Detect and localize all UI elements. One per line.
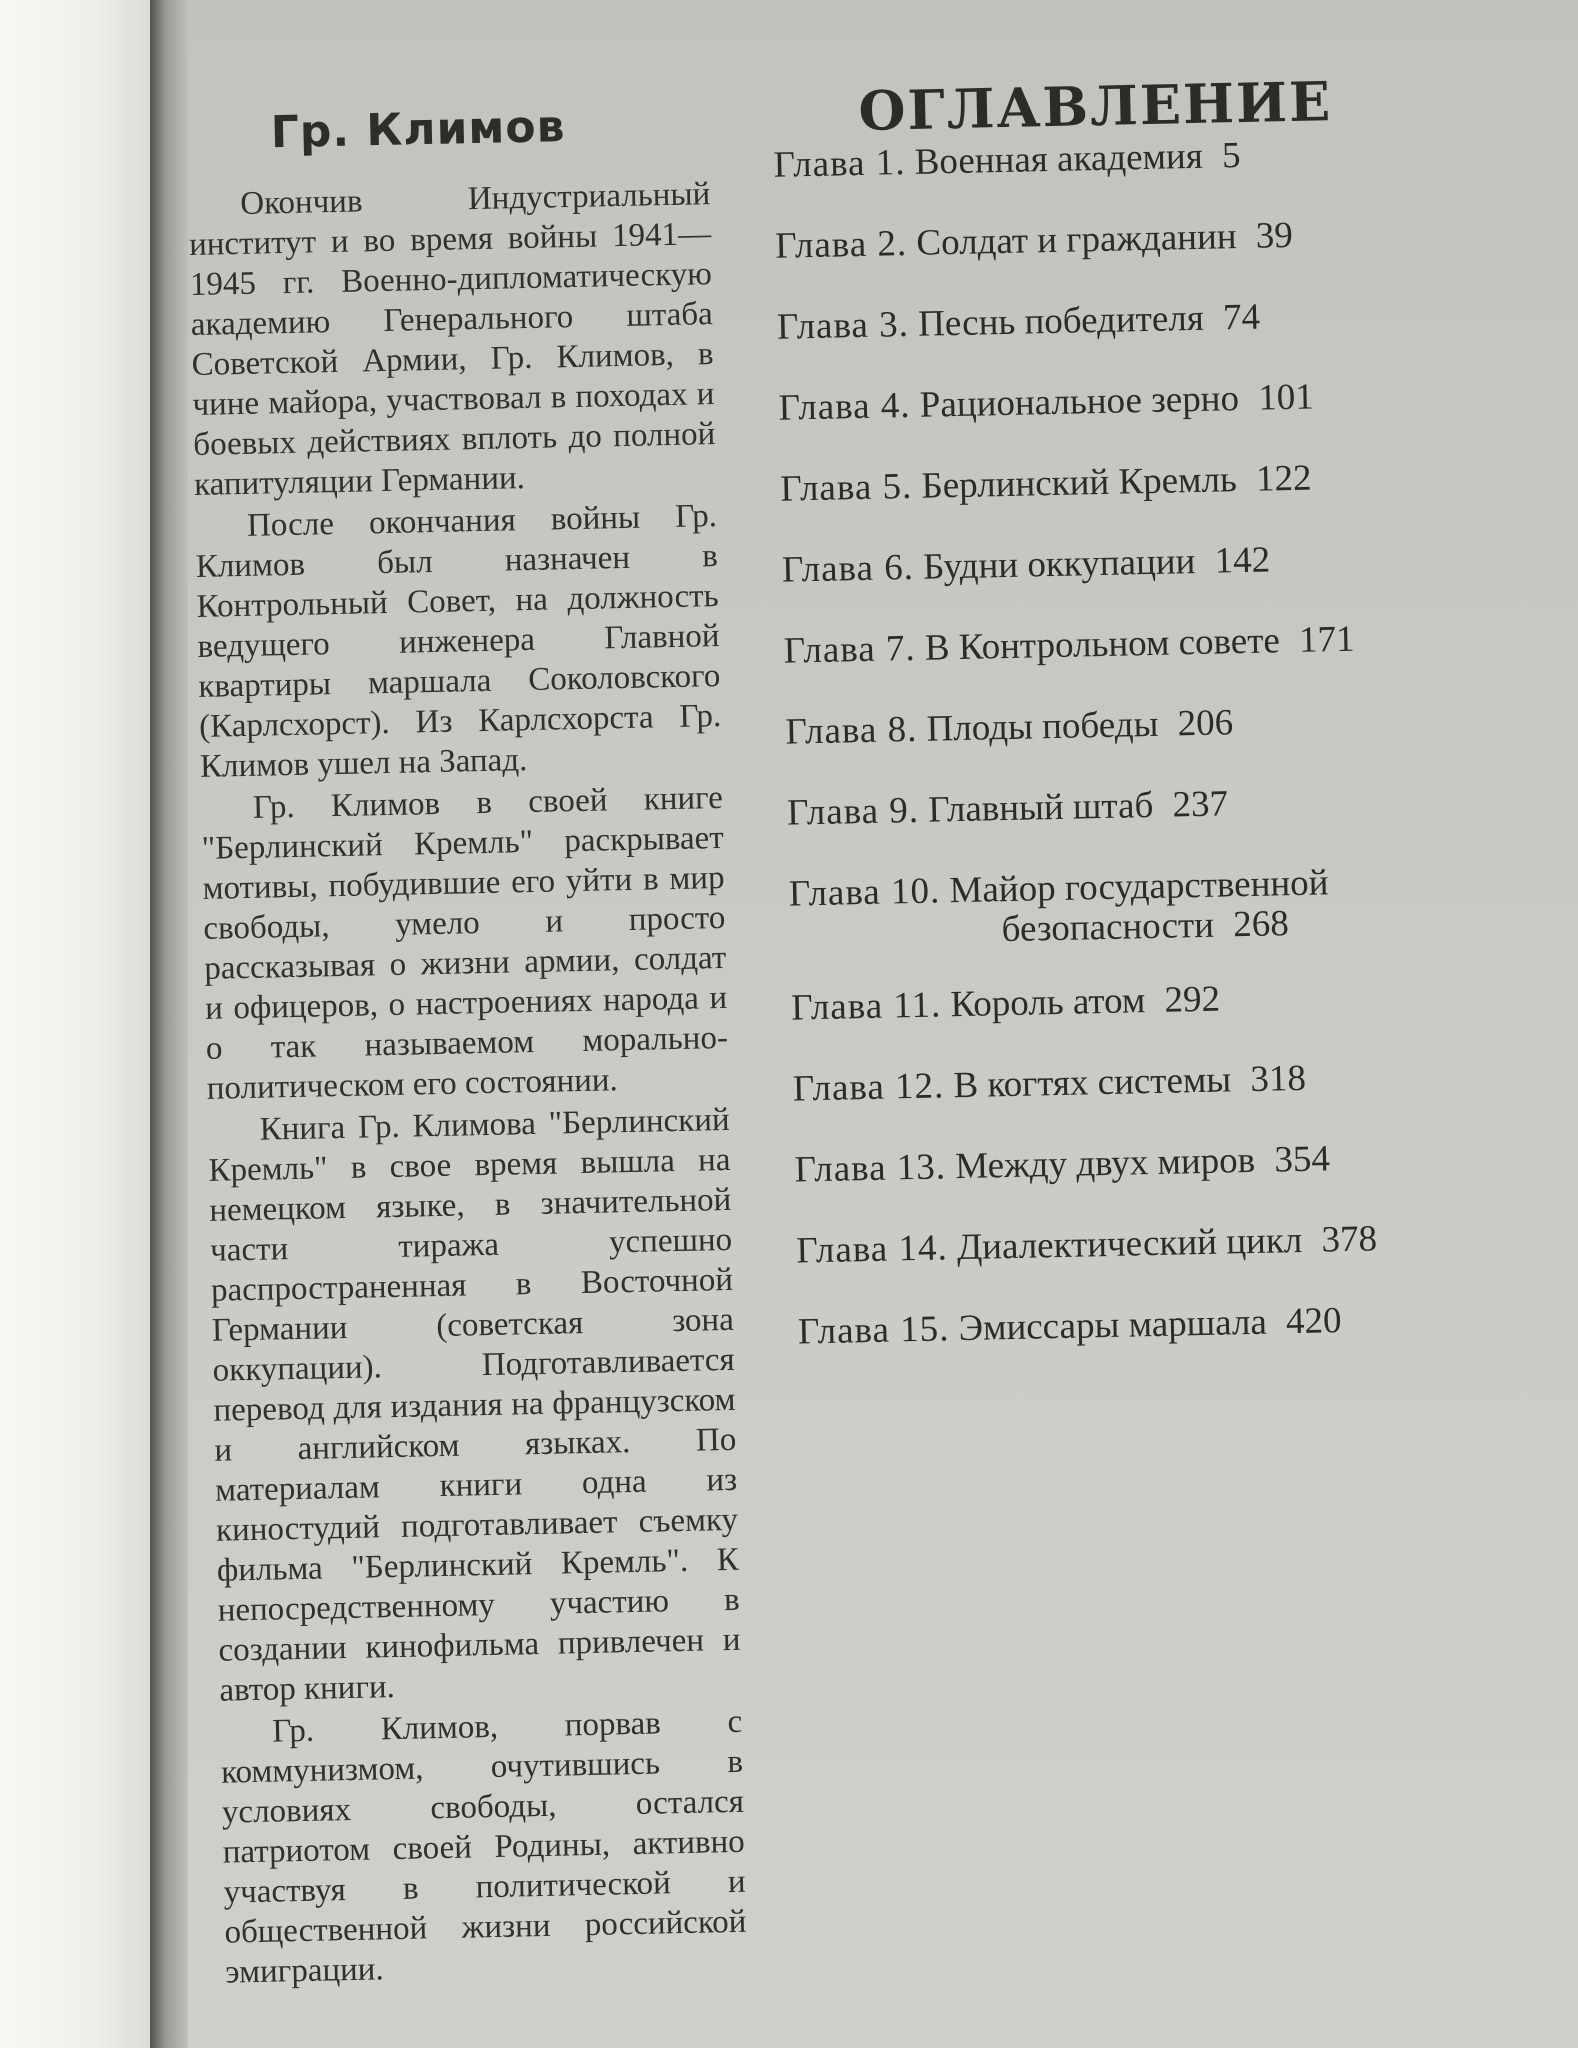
author-biography: [188, 174, 748, 1995]
toc-chapter-label: Глава 1.: [773, 142, 906, 186]
toc-chapter-title: Рациональное зерно: [919, 378, 1240, 426]
toc-chapter-title-cont: безопасности: [1001, 904, 1215, 951]
toc-entry: [782, 536, 1504, 632]
toc-page-number: 354: [1273, 1138, 1331, 1181]
toc-chapter-label: Глава 8.: [785, 708, 918, 753]
toc-chapter-label: Глава 14.: [795, 1227, 949, 1272]
toc-page-number: 142: [1214, 539, 1271, 582]
toc-entry: [778, 374, 1500, 470]
toc-page-number: 378: [1321, 1218, 1378, 1261]
book-gutter: [150, 0, 192, 2048]
bio-paragraph-3: Гр. Климов в своей книге "Берлинский Кремль" раскрывает мотивы, побудившие его уйти в мир свободы, умело и просто рассказывая о жизни армии, солдат и офицеров, о настроениях народа и о так называемом морально-политическом его состоянии.: [201, 779, 729, 1107]
toc-page-number: 420: [1285, 1300, 1342, 1343]
bio-paragraph-2: После окончания войны Гр. Климов был назначен в Контрольный Совет, на должность ведущего инженера Главной квартиры маршала Соколовского (Карлсхорст). Из Карлсхорста Гр. Климов ушел на Запад.: [195, 498, 722, 785]
table-of-contents-title: ОГЛАВЛЕНИЕ: [857, 68, 1333, 143]
toc-page-number: 5: [1221, 134, 1241, 177]
toc-entry: [793, 1054, 1515, 1150]
toc-chapter-title: Диалектический цикл: [956, 1219, 1303, 1269]
toc-chapter-label: Глава 12.: [792, 1065, 945, 1110]
table-of-contents: [773, 131, 1519, 1394]
toc-page-number: 39: [1255, 214, 1294, 257]
toc-page-number: 171: [1298, 618, 1355, 661]
toc-entry: [783, 617, 1505, 713]
page-content: [188, 0, 1578, 2048]
toc-page-number: 122: [1255, 457, 1312, 500]
toc-chapter-label: Глава 7.: [783, 627, 917, 672]
author-heading: Гр. Климов: [270, 101, 566, 159]
book-page: [188, 0, 1578, 2048]
toc-chapter-title: Король атом: [950, 980, 1146, 1026]
toc-entry: [785, 698, 1507, 794]
toc-chapter-title: Эмиссары маршала: [958, 1301, 1268, 1350]
toc-page-number: 268: [1232, 903, 1290, 946]
toc-chapter-title: Плоды победы: [926, 703, 1159, 750]
toc-page-number: 292: [1164, 978, 1221, 1021]
toc-chapter-label: Глава 5.: [779, 465, 913, 510]
toc-entry: [773, 131, 1495, 227]
bio-paragraph-1: Окончив Индустриальный институт и во время войны 1941—1945 гг. Военно-дипломатическую академию Генерального штаба Советской Армии, Гр. Климов, в чине майора, участвовал в походах и боевых действиях вплоть до полной капитуляции Германии.: [188, 176, 716, 503]
toc-page-number: 206: [1177, 702, 1234, 745]
toc-chapter-label: Глава 4.: [778, 384, 911, 429]
toc-entry: [780, 455, 1502, 551]
toc-entry: [777, 293, 1499, 389]
toc-entry: [798, 1297, 1520, 1393]
toc-page-number: 237: [1172, 783, 1229, 826]
toc-chapter-title: Солдат и гражданин: [915, 216, 1238, 264]
toc-chapter-title: Военная академия: [914, 135, 1204, 183]
toc-chapter-label: Глава 13.: [794, 1146, 947, 1191]
toc-chapter-title: Песнь победителя: [917, 297, 1205, 345]
left-page-edge: [0, 0, 158, 2048]
toc-chapter-title: В когтях системы: [953, 1059, 1232, 1107]
toc-chapter-label: Глава 15.: [797, 1308, 950, 1353]
toc-entry: [787, 779, 1509, 875]
toc-chapter-label: Глава 3.: [776, 303, 910, 348]
bio-paragraph-5: Гр. Климов, порвав с коммунизмом, очутившись в условиях свободы, остался патриотом своей Родины, активно участвуя в политической и общественной жизни российской эмиграции.: [220, 1703, 747, 1991]
toc-chapter-title: Главный штаб: [927, 784, 1154, 831]
toc-page-number: 101: [1257, 376, 1315, 419]
toc-chapter-label: Глава 2.: [774, 222, 908, 267]
toc-chapter-label: Глава 9.: [786, 789, 920, 834]
toc-chapter-title: В Контрольном совете: [924, 620, 1281, 669]
toc-page-number: 74: [1222, 296, 1261, 339]
toc-entry: [788, 860, 1510, 989]
toc-chapter-title: Между двух миров: [954, 1139, 1256, 1188]
toc-chapter-title: Майор государственной: [949, 862, 1329, 912]
toc-entry: [796, 1216, 1518, 1312]
toc-chapter-label: Глава 11.: [790, 984, 942, 1029]
toc-chapter-label: Глава 10.: [788, 870, 941, 915]
toc-entry: [775, 212, 1497, 308]
toc-chapter-title: Будни оккупации: [922, 541, 1196, 588]
toc-page-number: 318: [1249, 1057, 1307, 1100]
toc-chapter-title: Берлинский Кремль: [921, 459, 1238, 507]
toc-entry: [794, 1135, 1516, 1231]
toc-chapter-label: Глава 6.: [781, 546, 915, 591]
toc-entry: [791, 974, 1513, 1070]
bio-paragraph-4: Книга Гр. Климова "Берлинский Кремль" в свое время вышла на немецком языке, в значительной части тиража успешно распространенная в Восточной Германии (советская зона оккупации). Подготавливается перевод для издания на французском и английском языках. По материалам книги одна из киностудий подготавливает съемку фильма "Берлинский Кремль". К непосредственному участию в создании кинофильма привлечен и автор книги.: [208, 1101, 741, 1709]
